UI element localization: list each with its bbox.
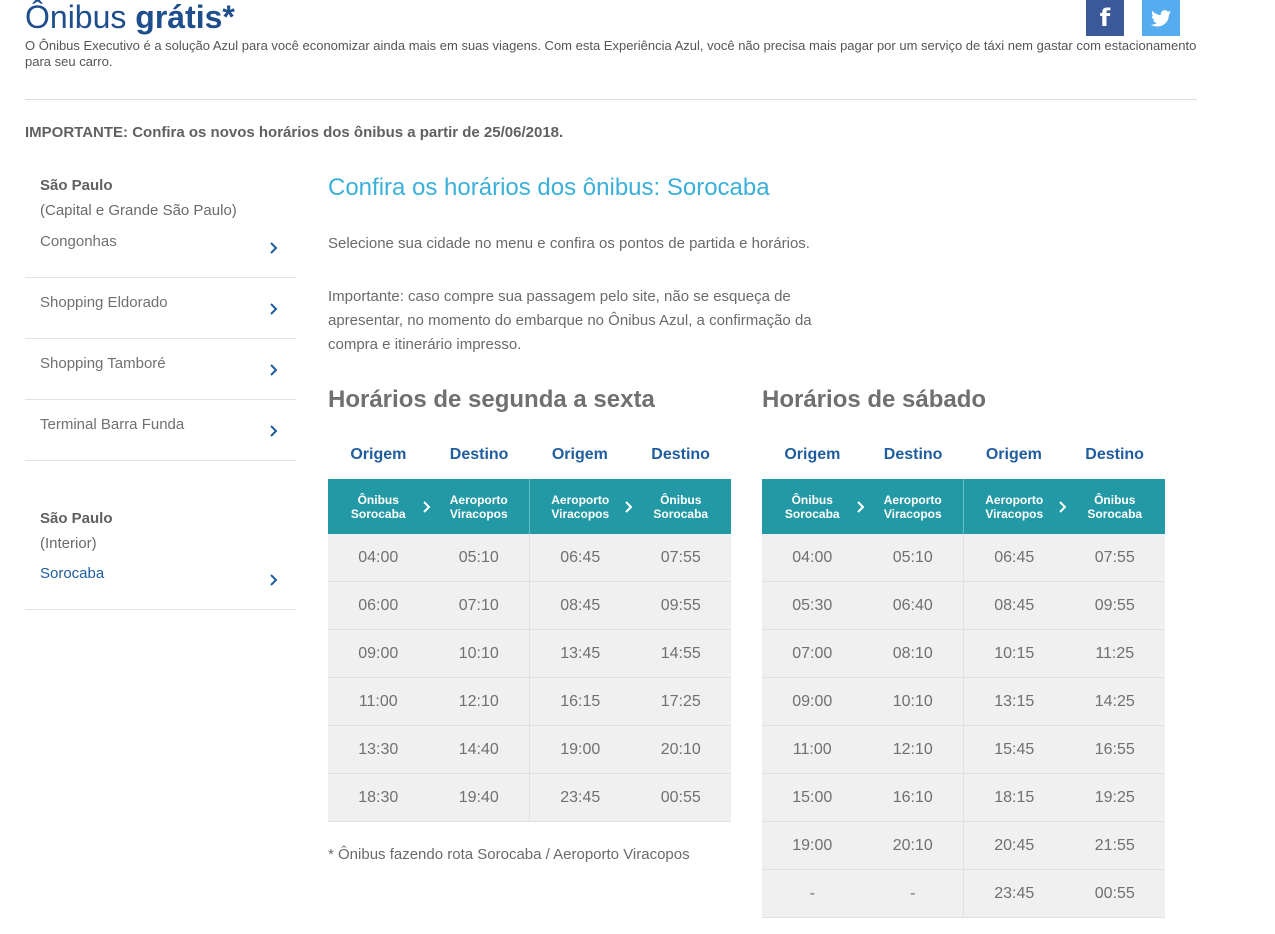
header-divider (25, 99, 1197, 100)
time-cell: 17:25 (660, 693, 701, 710)
table-row (328, 774, 731, 822)
menu-item-label: Terminal Barra Funda (40, 416, 185, 433)
time-cell: 05:30 (792, 597, 833, 614)
time-cell: 04:00 (358, 549, 399, 566)
menu-group-subtitle: (Interior) (40, 535, 97, 552)
time-cell: 06:00 (358, 597, 399, 614)
table-row (762, 726, 1165, 774)
page-title-light: Ônibus (25, 0, 127, 35)
time-cell: 16:10 (892, 789, 933, 806)
time-cell: 07:55 (660, 549, 701, 566)
twitter-share-button[interactable] (1142, 0, 1180, 36)
page-subtitle: O Ônibus Executivo é a solução Azul para você economizar ainda mais em suas viagens. Com esta Experiência Azul, você não precisa mais pagar por um serviço de táxi nem gastar com estacionamento para seu carro. (25, 38, 1197, 69)
time-cell: 15:00 (792, 789, 833, 806)
table-row (328, 630, 731, 678)
time-cell: - (809, 885, 815, 902)
menu-item-label: Shopping Tamboré (40, 355, 166, 372)
twitter-icon (1151, 10, 1171, 27)
menu-item-sorocaba[interactable] (25, 549, 296, 610)
time-cell: 07:55 (1094, 549, 1135, 566)
column-header: Origem (551, 446, 608, 463)
route-segment (963, 479, 1165, 534)
chevron-right-icon (1058, 500, 1068, 514)
route-origin: Ônibus Sorocaba (350, 492, 406, 521)
chevron-right-icon (265, 300, 283, 318)
time-cell: 09:00 (792, 693, 833, 710)
time-cell: 00:55 (1094, 885, 1135, 902)
time-cell: 12:10 (458, 693, 499, 710)
time-cell: 11:25 (1095, 645, 1135, 662)
menu-item-terminal-barra-funda[interactable] (25, 400, 296, 461)
time-cell: 05:10 (892, 549, 933, 566)
time-cell: 19:40 (458, 789, 499, 806)
chevron-right-icon (624, 500, 634, 514)
table-row (762, 822, 1165, 870)
table-row (328, 582, 731, 630)
column-headers (328, 440, 731, 470)
important-text: Importante: caso compre sua passagem pelo site, não se esqueça de apresentar, no momento do embarque no Ônibus Azul, a confirmação da compra e itinerário impresso. (328, 288, 812, 353)
time-cell: 13:15 (994, 693, 1035, 710)
time-cell: 09:55 (660, 597, 701, 614)
time-cell: 09:00 (358, 645, 399, 662)
route-segment (328, 479, 529, 534)
time-cell: 14:55 (660, 645, 701, 662)
time-cell: 18:15 (994, 789, 1035, 806)
time-cell: 21:55 (1094, 837, 1135, 854)
time-cell: 00:55 (660, 789, 701, 806)
menu-item-label: Sorocaba (40, 565, 105, 582)
time-cell: 20:10 (660, 741, 701, 758)
page-title-bold: grátis* (135, 0, 235, 35)
time-cell: 08:45 (560, 597, 601, 614)
table-row (762, 774, 1165, 822)
facebook-icon: f (1099, 4, 1111, 32)
time-cell: 06:40 (892, 597, 933, 614)
time-cell: 18:30 (358, 789, 399, 806)
intro-text: Selecione sua cidade no menu e confira os pontos de partida e horários. (328, 235, 810, 252)
time-cell: 19:25 (1094, 789, 1135, 806)
menu-item-shopping-tambore[interactable] (25, 339, 296, 400)
time-cell: 19:00 (792, 837, 833, 854)
column-header: Origem (350, 446, 407, 463)
column-headers (762, 440, 1165, 470)
route-bar (762, 479, 1165, 534)
city-menu-interior (25, 509, 296, 610)
time-cell: 11:00 (792, 741, 832, 758)
table-row (762, 582, 1165, 630)
route-bar (328, 479, 731, 534)
table-row (762, 870, 1165, 918)
time-cell: 10:10 (458, 645, 499, 662)
time-cell: 14:40 (458, 741, 499, 758)
time-cell: 15:45 (994, 741, 1035, 758)
time-cell: 04:00 (792, 549, 833, 566)
column-header: Destino (449, 446, 509, 463)
time-cell: 10:15 (994, 645, 1035, 662)
chevron-right-icon (856, 500, 866, 514)
page-title (25, 0, 235, 36)
time-cell: 14:25 (1094, 693, 1135, 710)
column-header: Origem (784, 446, 841, 463)
column-header: Destino (1085, 446, 1144, 463)
time-cell: - (910, 885, 916, 902)
route-destination: Ônibus Sorocaba (1087, 492, 1143, 521)
weekday-schedule-table (328, 440, 731, 822)
time-cell: 23:45 (560, 789, 601, 806)
menu-group-title: São Paulo (40, 510, 113, 527)
time-cell: 07:00 (792, 645, 833, 662)
menu-item-congonhas[interactable] (25, 217, 296, 278)
time-cell: 20:10 (892, 837, 933, 854)
time-cell: 06:45 (994, 549, 1035, 566)
chevron-right-icon (265, 422, 283, 440)
route-destination: Ônibus Sorocaba (653, 492, 709, 521)
menu-item-label: Congonhas (40, 233, 117, 250)
route-origin: Aeroporto Viracopos (985, 492, 1044, 521)
menu-group-title: São Paulo (40, 177, 113, 194)
table-row (762, 534, 1165, 582)
time-cell: 05:10 (458, 549, 499, 566)
route-origin: Aeroporto Viracopos (551, 492, 610, 521)
time-cell: 07:10 (458, 597, 499, 614)
schedule-notice: IMPORTANTE: Confira os novos horários dos ônibus a partir de 25/06/2018. (25, 124, 564, 141)
column-header: Destino (883, 446, 943, 463)
menu-group-subtitle: (Capital e Grande São Paulo) (40, 202, 237, 219)
table-row (762, 630, 1165, 678)
route-segment (762, 479, 963, 534)
facebook-share-button[interactable] (1086, 0, 1124, 36)
table-row (762, 678, 1165, 726)
city-menu-capital (25, 176, 296, 461)
saturday-schedule-table (762, 440, 1165, 918)
table-row (328, 678, 731, 726)
time-cell: 08:10 (892, 645, 933, 662)
chevron-right-icon (265, 571, 283, 589)
chevron-right-icon (422, 500, 432, 514)
table-row (328, 534, 731, 582)
time-cell: 19:00 (560, 741, 601, 758)
time-cell: 13:45 (560, 645, 601, 662)
time-cell: 23:45 (994, 885, 1035, 902)
route-footnote: * Ônibus fazendo rota Sorocaba / Aeroporto Viracopos (328, 846, 690, 863)
chevron-right-icon (265, 239, 283, 257)
route-origin: Ônibus Sorocaba (784, 492, 840, 521)
saturday-schedule-title: Horários de sábado (762, 386, 987, 413)
column-header: Origem (985, 446, 1042, 463)
route-segment (529, 479, 731, 534)
time-cell: 16:15 (560, 693, 601, 710)
route-destination: Aeroporto Viracopos (449, 492, 508, 521)
time-cell: 06:45 (560, 549, 601, 566)
chevron-right-icon (265, 361, 283, 379)
weekday-schedule-title: Horários de segunda a sexta (328, 386, 655, 413)
schedule-heading: Confira os horários dos ônibus: Sorocaba (328, 174, 770, 201)
time-cell: 08:45 (994, 597, 1035, 614)
time-cell: 16:55 (1094, 741, 1135, 758)
time-cell: 10:10 (892, 693, 933, 710)
route-destination: Aeroporto Viracopos (883, 492, 942, 521)
menu-item-shopping-eldorado[interactable] (25, 278, 296, 339)
column-header: Destino (651, 446, 710, 463)
table-row (328, 726, 731, 774)
time-cell: 09:55 (1094, 597, 1135, 614)
time-cell: 12:10 (892, 741, 933, 758)
time-cell: 11:00 (358, 693, 398, 710)
time-cell: 13:30 (358, 741, 399, 758)
menu-item-label: Shopping Eldorado (40, 294, 168, 311)
time-cell: 20:45 (994, 837, 1035, 854)
